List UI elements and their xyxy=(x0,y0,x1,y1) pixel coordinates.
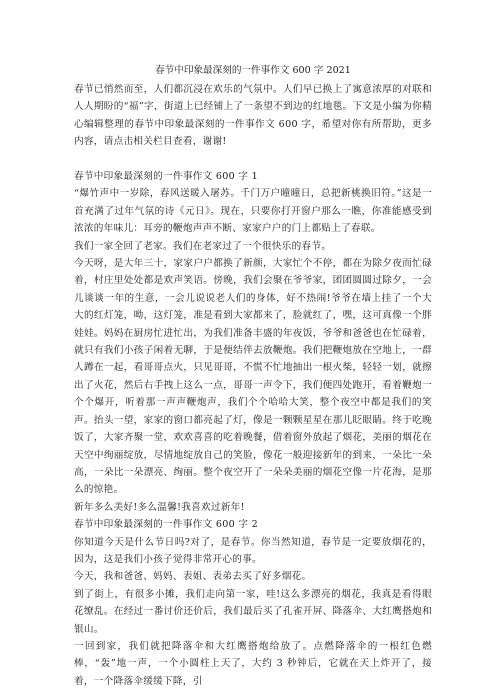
essay-1-paragraph-4: 新年多么美好!多么温馨!我喜欢过新年! xyxy=(74,501,245,513)
document-body xyxy=(74,81,432,690)
essay-2-paragraph-3: 到了街上，有很多小摊，我们走向第一家，哇!这么多漂亮的烟花，我真是看得眼花缭乱。在经过一番讨价还价后，我们最后买了孔雀开屏、降落伞、大红鹰搭炮和银山。 xyxy=(74,588,432,635)
document-title: 春节中印象最深刻的一件事作文 600 字 2021 xyxy=(155,65,351,76)
section-heading-2: 春节中印象最深刻的一件事作文 600 字 2 xyxy=(74,519,259,531)
section-heading-1: 春节中印象最深刻的一件事作文 600 字 1 xyxy=(74,171,259,183)
essay-2-paragraph-4: 一回到家，我们就把降落伞和大红鹰搭炮给放了。点燃降落伞的一根红色燃棒，“轰”地一声，一个小圆柱上天了，大约 3 秒钟后，它就在天上炸开了，接着，一个降落伞缓缓下降，引 xyxy=(74,640,432,687)
essay-2-paragraph-2: 今天，我和爸爸、妈妈、表姐、表弟去买了好多烟花。 xyxy=(74,571,312,583)
intro-paragraph: 春节已悄然而至，人们都沉浸在欢乐的气氛中。人们早已换上了寓意浓厚的对联和人人期盼的“福”字，街道上已经铺上了一条望不到边的红地毯。下文是小编为你精心编辑整理的春节中印象最深刻的一件事作文 600 字，希望对你有所帮助，更多内容，请点击相关栏目查看，谢谢! xyxy=(74,84,432,148)
essay-1-paragraph-2: 我们一家全回了老家。我们在老家过了一个很快乐的春节。 xyxy=(74,240,332,252)
paragraph-gap xyxy=(74,151,432,168)
essay-2-paragraph-1: 你知道今天是什么节日吗?对了，是春节。你当然知道，春节是一定要放烟花的，因为，这是我们小孩子觉得非常开心的事。 xyxy=(74,536,432,565)
essay-1-paragraph-1: “爆竹声中一岁除，春风送暖入屠苏。千门万户曈曈日，总把新桃换旧符。”这是一首充满了过年气氛的诗《元日》。现在，只要你打开窗户那么一瞧，你准能感受到浓浓的年味儿：耳旁的鞭炮声声不断、家家户户的门上都贴上了春联。 xyxy=(74,188,432,235)
essay-1-paragraph-3: 今天呀，是大年三十，家家户户都换了新颜，大家忙个不停，都在为除夕夜而忙碌着，村庄里处处都是欢声笑语。傍晚，我们会聚在爷爷家，团团圆圆过除夕，一会儿谈谈一年的生意，一会儿说说老人们的身体，好不热闹!爷爷在墙上挂了一个大大的红灯笼，呦，这灯笼，准是看到大家都来了，脸就红了，嘿，这可真像一个胖娃娃。妈妈在厨房忙进忙出，为我们准备丰盛的年夜饭，爷爷和爸爸也在忙碌着，就只有我们小孩子闲着无聊，于是便结伴去放鞭炮。我们把鞭炮放在空地上，一群人蹲在一起，看哥哥点火，只见哥哥，不慌不忙地抽出一根火柴，轻轻一划，就擦出了火花，然后右手拽上这么一点，哥哥一声令下，我们便四处跑开，看着鞭炮一个个爆开，听着那一声声鞭炮声，我们个个哈哈大笑，整个夜空中都是我们的笑声。抬头一望，家家的窗口都亮起了灯，像是一颗颗星星在那儿眨眼睛。终于吃晚饭了，大家齐聚一堂，欢欢喜喜的吃着晚餐，借着窗外放起了烟花，美丽的烟花在天空中绚丽绽放，尽情地绽放自己的笑脸，像花一般迎接新年的到来，一朵比一朵高，一朵比一朵漂亮、绚丽。整个夜空开了一朵朵美丽的烟花空像一片花海，是那么的惊艳。 xyxy=(74,258,432,496)
